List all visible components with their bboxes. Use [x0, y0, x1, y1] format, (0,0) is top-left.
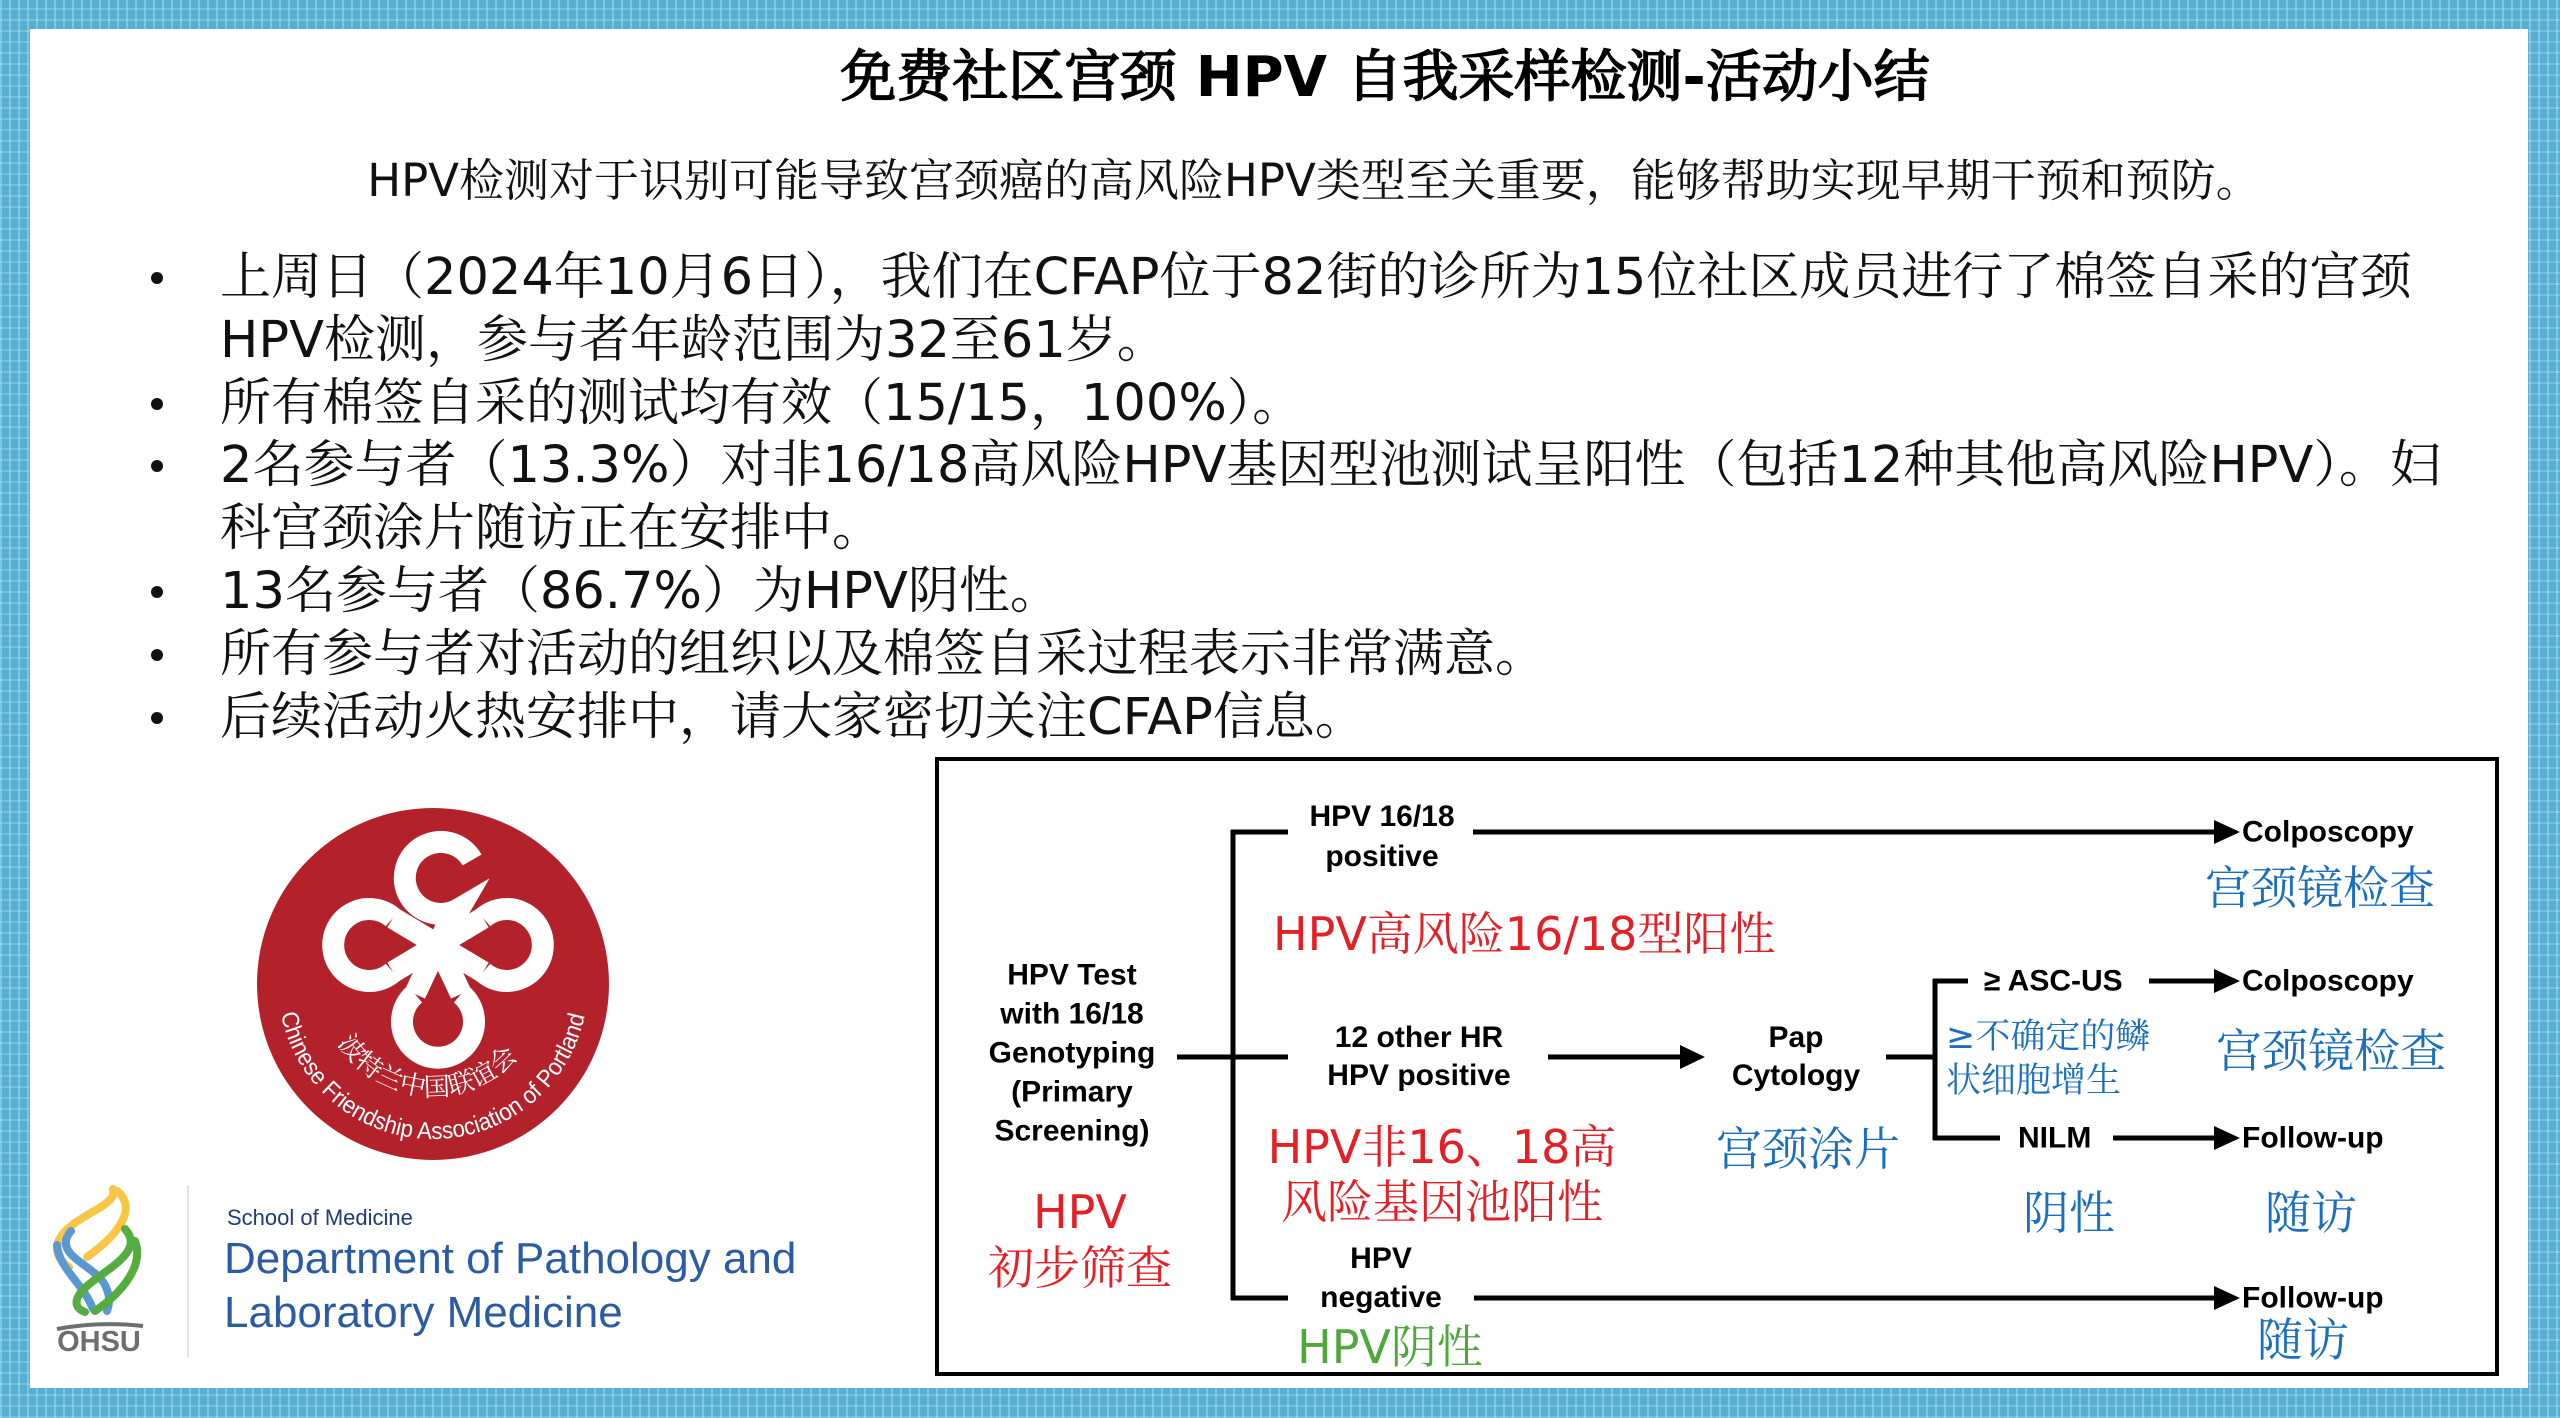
- node-pap-cytology-zh: 宫颈涂片: [1716, 1122, 1900, 1176]
- slide-subtitle: HPV检测对于识别可能导致宫颈癌的高风险HPV类型至关重要，能够帮助实现早期干预和预防。: [367, 154, 2261, 207]
- cfap-name-english: Chinese Friendship Association of Portland: [274, 1008, 591, 1146]
- outcome-colposcopy-top: Colposcopy: [2242, 815, 2414, 849]
- bullet-dot-icon: [151, 398, 163, 410]
- ohsu-flame-logo: [49, 1185, 149, 1360]
- cfap-logo-circle: [257, 808, 609, 1160]
- department-name: [224, 1232, 796, 1340]
- node-text-line: 状细胞增生: [1946, 1061, 2122, 1101]
- outcome-follow-up-bottom-zh: 随访: [2257, 1313, 2349, 1367]
- node-asc-us-zh: [1946, 1015, 2150, 1103]
- bullet-item-satisfaction: [150, 624, 2441, 687]
- node-nilm-zh: 阴性: [2023, 1186, 2115, 1240]
- outcome-follow-up-bottom: Follow-up: [2242, 1281, 2384, 1315]
- bullet-item-validity: [150, 373, 2441, 436]
- bullet-text-line: 所有参与者对活动的组织以及棉签自采过程表示非常满意。: [220, 624, 1547, 684]
- node-text-line: Cytology: [1731, 1059, 1861, 1092]
- cfap-name-chinese: 波特兰中国联谊会: [331, 1029, 523, 1104]
- bullet-text-line: 所有棉签自采的测试均有效（15/15，100%）。: [220, 373, 1304, 433]
- node-asc-us: ≥ ASC-US: [1984, 964, 2123, 998]
- department-name-line: Laboratory Medicine: [224, 1288, 623, 1337]
- node-text-line: with 16/18: [1000, 997, 1144, 1031]
- node-text-line: HPV: [1033, 1185, 1127, 1239]
- node-hpv-negative-zh: HPV阴性: [1297, 1320, 1483, 1374]
- bullet-text-line: 上周日（2024年10月6日），我们在CFAP位于82街的诊所为15位社区成员进行了棉签自采的宫颈: [220, 248, 2412, 307]
- logo-divider: [187, 1185, 189, 1357]
- bullet-text-line: 2名参与者（13.3%）对非16/18高风险HPV基因型池测试呈阳性（包括12种其他高风险HPV）。妇: [220, 436, 2441, 496]
- node-text-line: Pap: [1768, 1021, 1824, 1054]
- node-hpv-negative: [1320, 1239, 1442, 1317]
- bullet-item-negative-results: [150, 561, 2441, 624]
- node-hpv-16-18-positive-zh: HPV高风险16/18型阳性: [1273, 907, 1776, 961]
- bullet-text-line: 后续活动火热安排中，请大家密切关注CFAP信息。: [220, 687, 1366, 747]
- node-pap-cytology: [1732, 1019, 1860, 1095]
- department-name-line: Department of Pathology and: [224, 1234, 797, 1283]
- summary-bullet-list: [150, 247, 2441, 749]
- bullet-text-line: HPV检测，参与者年龄范围为32至61岁。: [220, 310, 1168, 370]
- node-hpv-test: [989, 956, 1156, 1151]
- node-text-line: HPV: [1350, 1242, 1412, 1275]
- bullet-dot-icon: [151, 649, 163, 661]
- outcome-colposcopy-middle-zh: 宫颈镜检查: [2216, 1024, 2446, 1078]
- node-text-line: Genotyping: [988, 1036, 1156, 1070]
- node-hpv-16-18-positive: [1309, 797, 1454, 877]
- bullet-text-line: 科宫颈涂片随访正在安排中。: [220, 499, 884, 559]
- bullet-item-positive-results: [150, 435, 2441, 561]
- node-text-line: 初步筛查: [988, 1241, 1172, 1295]
- bullet-dot-icon: [151, 586, 163, 598]
- node-text-line: ≥不确定的鳞: [1946, 1017, 2151, 1057]
- node-other-hr-positive: [1327, 1019, 1510, 1095]
- bullet-text-line: 13名参与者（86.7%）为HPV阴性。: [220, 561, 1061, 621]
- cfap-logo: [253, 808, 613, 1160]
- outcome-colposcopy-middle: Colposcopy: [2242, 964, 2414, 998]
- node-text-line: negative: [1320, 1281, 1442, 1314]
- outcome-colposcopy-top-zh: 宫颈镜检查: [2205, 861, 2435, 915]
- node-text-line: Screening): [994, 1114, 1150, 1148]
- slide-title: 免费社区宫颈 HPV 自我采样检测-活动小结: [840, 45, 1930, 110]
- ohsu-wordmark: OHSU: [57, 1326, 141, 1358]
- outcome-follow-up-middle: Follow-up: [2242, 1121, 2384, 1155]
- node-text-line: 12 other HR: [1334, 1021, 1504, 1054]
- node-nilm: NILM: [2018, 1121, 2092, 1155]
- bullet-dot-icon: [151, 460, 163, 472]
- school-of-medicine-label: School of Medicine: [227, 1205, 413, 1230]
- node-text-line: (Primary: [1011, 1075, 1133, 1109]
- node-text-line: HPV非16、18高: [1267, 1120, 1617, 1174]
- outcome-follow-up-middle-zh: 随访: [2265, 1186, 2357, 1240]
- node-other-hr-positive-zh: [1268, 1120, 1617, 1230]
- node-text-line: HPV Test: [1007, 958, 1137, 992]
- bullet-dot-icon: [151, 712, 163, 724]
- node-text-line: 风险基因池阳性: [1281, 1175, 1603, 1229]
- bullet-item-event-details: [150, 247, 2441, 373]
- node-hpv-test-zh: [988, 1184, 1172, 1296]
- node-text-line: HPV 16/18: [1309, 800, 1455, 833]
- node-text-line: positive: [1325, 840, 1439, 873]
- node-text-line: HPV positive: [1327, 1059, 1511, 1092]
- bullet-item-upcoming-events: [150, 687, 2441, 750]
- bullet-dot-icon: [151, 272, 163, 284]
